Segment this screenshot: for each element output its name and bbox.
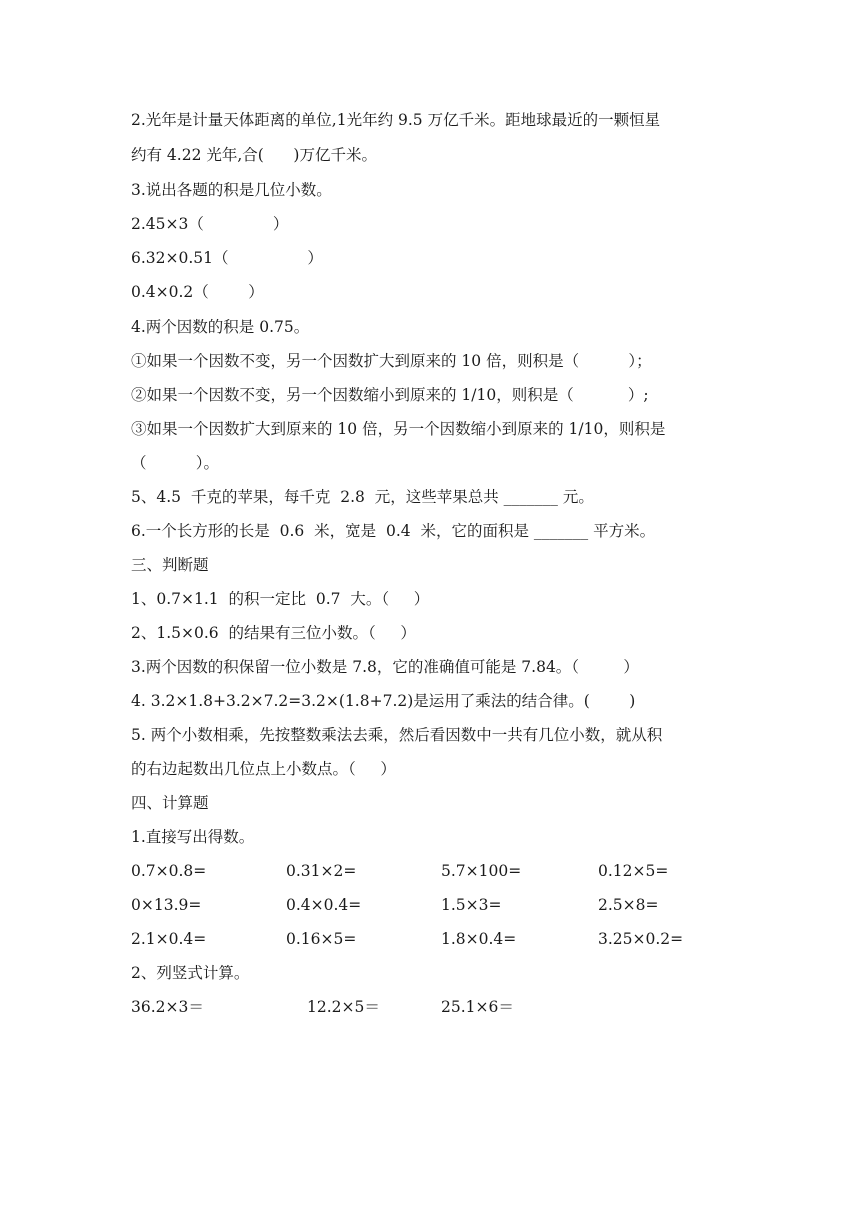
q5-line: 5、4.5 千克的苹果，每千克 2.8 元，这些苹果总共 _______ 元。 — [131, 488, 594, 506]
vertical-calc-item: 36.2×3＝ — [131, 998, 204, 1016]
oral-calc-item: 0×13.9= — [131, 896, 202, 914]
oral-calc-item: 3.25×0.2= — [598, 930, 684, 948]
q4-item-2: ②如果一个因数不变，另一个因数缩小到原来的 1/10，则积是（ ）; — [131, 386, 649, 404]
judge-4: 4. 3.2×1.8+3.2×7.2=3.2×(1.8+7.2)是运用了乘法的结合律。( ) — [131, 692, 636, 710]
oral-calc-item: 1.5×3= — [441, 896, 502, 914]
q6-line: 6.一个长方形的长是 0.6 米，宽是 0.4 米，它的面积是 _______ 平方米。 — [131, 522, 656, 540]
oral-calc-item: 5.7×100= — [441, 862, 522, 880]
q4-item-3: ③如果一个因数扩大到原来的 10 倍，另一个因数缩小到原来的 1/10，则积是 — [131, 420, 666, 438]
q4-item-3-cont: （ ）。 — [131, 454, 220, 472]
q3-title: 3.说出各题的积是几位小数。 — [131, 181, 332, 199]
q3-item-3: 0.4×0.2（ ） — [131, 283, 264, 301]
oral-calc-row — [131, 929, 684, 949]
vertical-calc-item: 12.2×5＝ — [307, 998, 380, 1016]
q4-item-1: ①如果一个因数不变，另一个因数扩大到原来的 10 倍，则积是（ ）； — [131, 352, 652, 370]
vertical-calc-item: 25.1×6＝ — [441, 998, 514, 1016]
calc-2-title: 2、列竖式计算。 — [131, 964, 250, 982]
oral-calc-row — [131, 861, 669, 881]
q2-line-2: 约有 4.22 光年,合( )万亿千米。 — [131, 146, 377, 164]
q3-item-2: 6.32×0.51（ ） — [131, 249, 323, 267]
oral-calc-item: 2.5×8= — [598, 896, 659, 914]
section-calc-heading: 四、计算题 — [131, 794, 209, 812]
oral-calc-item: 0.7×0.8= — [131, 862, 207, 880]
q2-line-1: 2.光年是计量天体距离的单位,1光年约 9.5 万亿千米。距地球最近的一颗恒星 — [131, 111, 661, 129]
q3-item-1: 2.45×3（ ） — [131, 215, 289, 233]
judge-1: 1、0.7×1.1 的积一定比 0.7 大。（ ） — [131, 590, 430, 608]
judge-5-line-1: 5. 两个小数相乘，先按整数乘法去乘，然后看因数中一共有几位小数，就从积 — [131, 726, 663, 744]
section-judge-heading: 三、判断题 — [131, 556, 209, 574]
calc-1-title: 1.直接写出得数。 — [131, 828, 255, 846]
oral-calc-item: 0.31×2= — [286, 862, 357, 880]
oral-calc-item: 0.12×5= — [598, 862, 669, 880]
judge-5-line-2: 的右边起数出几位点上小数点。（ ） — [131, 760, 396, 778]
q4-title: 4.两个因数的积是 0.75。 — [131, 318, 310, 336]
oral-calc-item: 1.8×0.4= — [441, 930, 517, 948]
judge-2: 2、1.5×0.6 的结果有三位小数。（ ） — [131, 624, 416, 642]
vertical-calc-row — [131, 997, 514, 1017]
judge-3: 3.两个因数的积保留一位小数是 7.8，它的准确值可能是 7.84。（ ） — [131, 658, 639, 676]
oral-calc-row — [131, 895, 659, 915]
oral-calc-item: 2.1×0.4= — [131, 930, 207, 948]
oral-calc-item: 0.4×0.4= — [286, 896, 362, 914]
oral-calc-item: 0.16×5= — [286, 930, 357, 948]
